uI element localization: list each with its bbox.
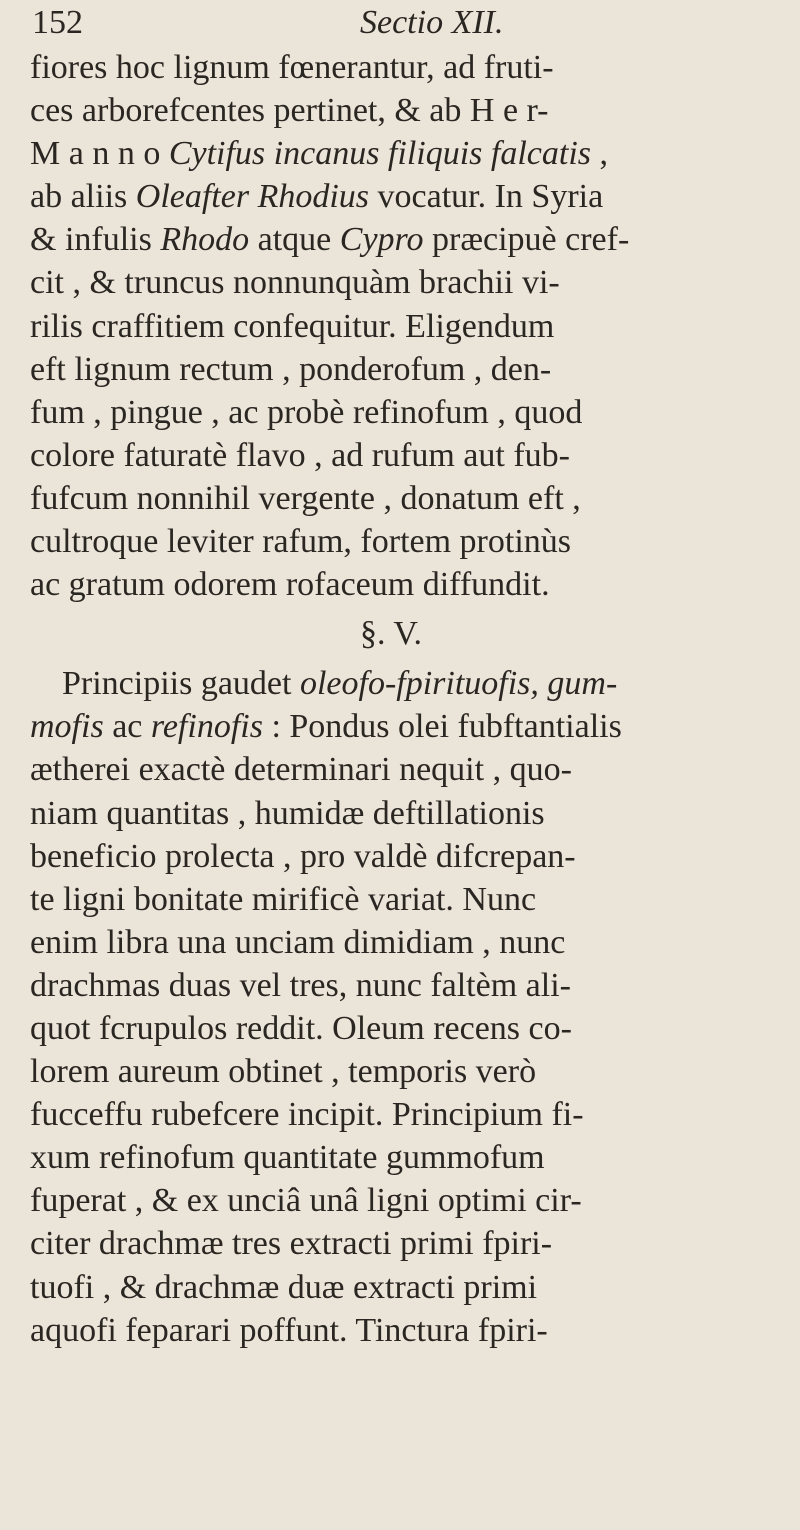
page-body — [30, 46, 790, 1352]
text-line: Principiis gaudet oleofo-fpirituofis, gum- — [62, 665, 618, 703]
page-number: 152 — [32, 4, 83, 41]
text-line: M a n n o Cytifus incanus filiquis falcatis , — [30, 135, 609, 173]
text-line: te ligni bonitate mirificè variat. Nunc — [30, 880, 537, 918]
section-heading: §. V. — [360, 615, 423, 653]
text-line: colore faturatè flavo , ad rufum aut fub- — [30, 436, 570, 474]
text-line: & infulis Rhodo atque Cypro præcipuè cref- — [30, 221, 630, 259]
text-line: citer drachmæ tres extracti primi fpiri- — [30, 1225, 553, 1263]
text-line: fiores hoc lignum fœnerantur, ad fruti- — [30, 49, 554, 86]
text-line: ac gratum odorem rofaceum diffundit. — [30, 566, 550, 604]
text-line: fum , pingue , ac probè refinofum , quod — [30, 393, 583, 431]
text-line: rilis craffitiem confequitur. Eligendum — [30, 307, 555, 345]
text-line: eft lignum rectum , ponderofum , den- — [30, 350, 552, 388]
text-line: fucceffu rubefcere incipit. Principium fi- — [30, 1096, 584, 1134]
text-line: enim libra una unciam dimidiam , nunc — [30, 923, 566, 961]
text-line: niam quantitas , humidæ deftillationis — [30, 794, 545, 832]
text-line: lorem aureum obtinet , temporis verò — [30, 1053, 537, 1091]
text-line: mofis ac refinofis : Pondus olei fubftantialis — [30, 708, 622, 746]
text-line: fuperat , & ex unciâ unâ ligni optimi cir- — [30, 1182, 582, 1220]
text-line: aquofi feparari poffunt. Tinctura fpiri- — [30, 1311, 548, 1349]
running-head: Sectio XII. — [360, 4, 504, 41]
text-line: beneficio prolecta , pro valdè difcrepan- — [30, 837, 576, 875]
text-line: quot fcrupulos reddit. Oleum recens co- — [30, 1009, 572, 1047]
text-line: ætherei exactè determinari nequit , quo- — [30, 751, 572, 789]
text-line: xum refinofum quantitate gummofum — [30, 1139, 545, 1177]
text-line: ces arborefcentes pertinet, & ab H e r- — [30, 92, 549, 130]
text-line: tuofi , & drachmæ duæ extracti primi — [30, 1268, 538, 1306]
text-line: fufcum nonnihil vergente , donatum eft , — [30, 479, 581, 517]
text-line: ab aliis Oleafter Rhodius vocatur. In Syria — [30, 178, 604, 216]
paragraph-1 — [30, 46, 790, 606]
text-line: drachmas duas vel tres, nunc faltèm ali- — [30, 966, 571, 1004]
text-line: cit , & truncus nonnunquàm brachii vi- — [30, 264, 560, 302]
text-line: cultroque leviter rafum, fortem protinùs — [30, 523, 571, 561]
paragraph-2 — [30, 662, 790, 1352]
